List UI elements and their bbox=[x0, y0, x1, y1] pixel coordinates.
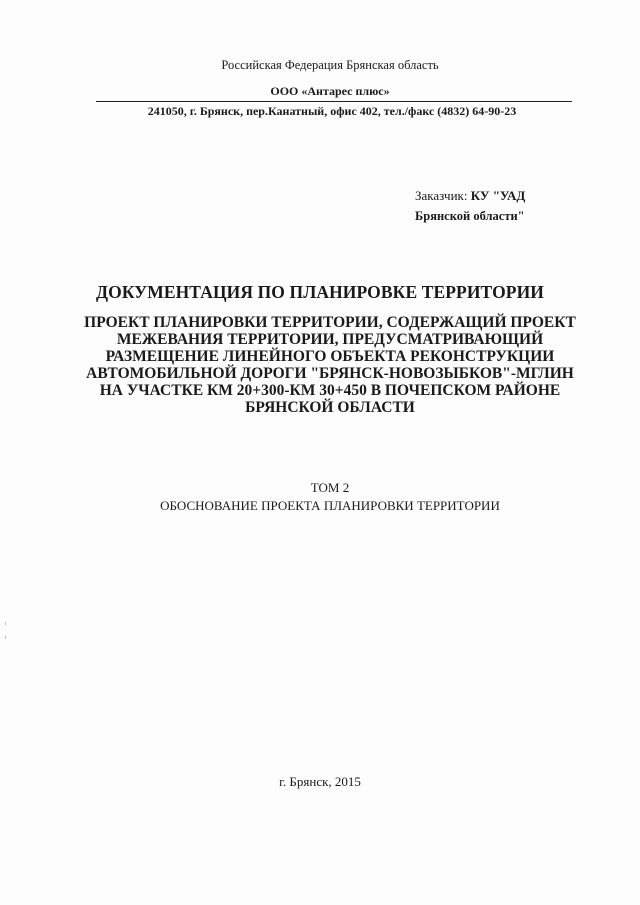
project-title-line: РАЗМЕЩЕНИЕ ЛИНЕЙНОГО ОБЪЕКТА РЕКОНСТРУКЦИИ bbox=[105, 348, 555, 365]
project-title-line: МЕЖЕВАНИЯ ТЕРРИТОРИИ, ПРЕДУСМАТРИВАЮЩИЙ bbox=[116, 331, 544, 348]
project-title-line: АВТОМОБИЛЬНОЙ ДОРОГИ "БРЯНСК-НОВОЗЫБКОВ"-МГЛИН bbox=[86, 365, 574, 382]
project-title-line: ПРОЕКТ ПЛАНИРОВКИ ТЕРРИТОРИИ, СОДЕРЖАЩИЙ ПРОЕКТ bbox=[84, 314, 576, 331]
customer-name-line-1: КУ "УАД bbox=[470, 188, 526, 203]
header-divider bbox=[96, 101, 572, 102]
volume-title: ОБОСНОВАНИЕ ПРОЕКТА ПЛАНИРОВКИ ТЕРРИТОРИИ bbox=[160, 498, 500, 513]
customer-label: Заказчик: bbox=[415, 188, 468, 203]
document-main-title: ДОКУМЕНТАЦИЯ ПО ПЛАНИРОВКЕ ТЕРРИТОРИИ bbox=[95, 282, 545, 302]
volume-number: ТОМ 2 bbox=[310, 480, 350, 495]
country-region-line: Российская Федерация Брянская область bbox=[221, 58, 439, 72]
scan-speck bbox=[5, 622, 6, 625]
customer-line-1 bbox=[415, 186, 525, 206]
customer-block bbox=[415, 186, 525, 226]
project-title bbox=[80, 314, 580, 416]
company-name: ООО «Антарес плюс» bbox=[270, 84, 390, 98]
city-year: г. Брянск, 2015 bbox=[279, 774, 361, 789]
project-title-line: НА УЧАСТКЕ КМ 20+300-КМ 30+450 В ПОЧЕПСКОМ РАЙОНЕ bbox=[99, 382, 561, 399]
company-address: 241050, г. Брянск, пер.Канатный, офис 402, тел./факс (4832) 64-90-23 bbox=[147, 104, 517, 118]
customer-name-line-2: Брянской области" bbox=[415, 209, 525, 223]
scan-speck bbox=[5, 636, 6, 639]
project-title-line: БРЯНСКОЙ ОБЛАСТИ bbox=[245, 399, 415, 416]
